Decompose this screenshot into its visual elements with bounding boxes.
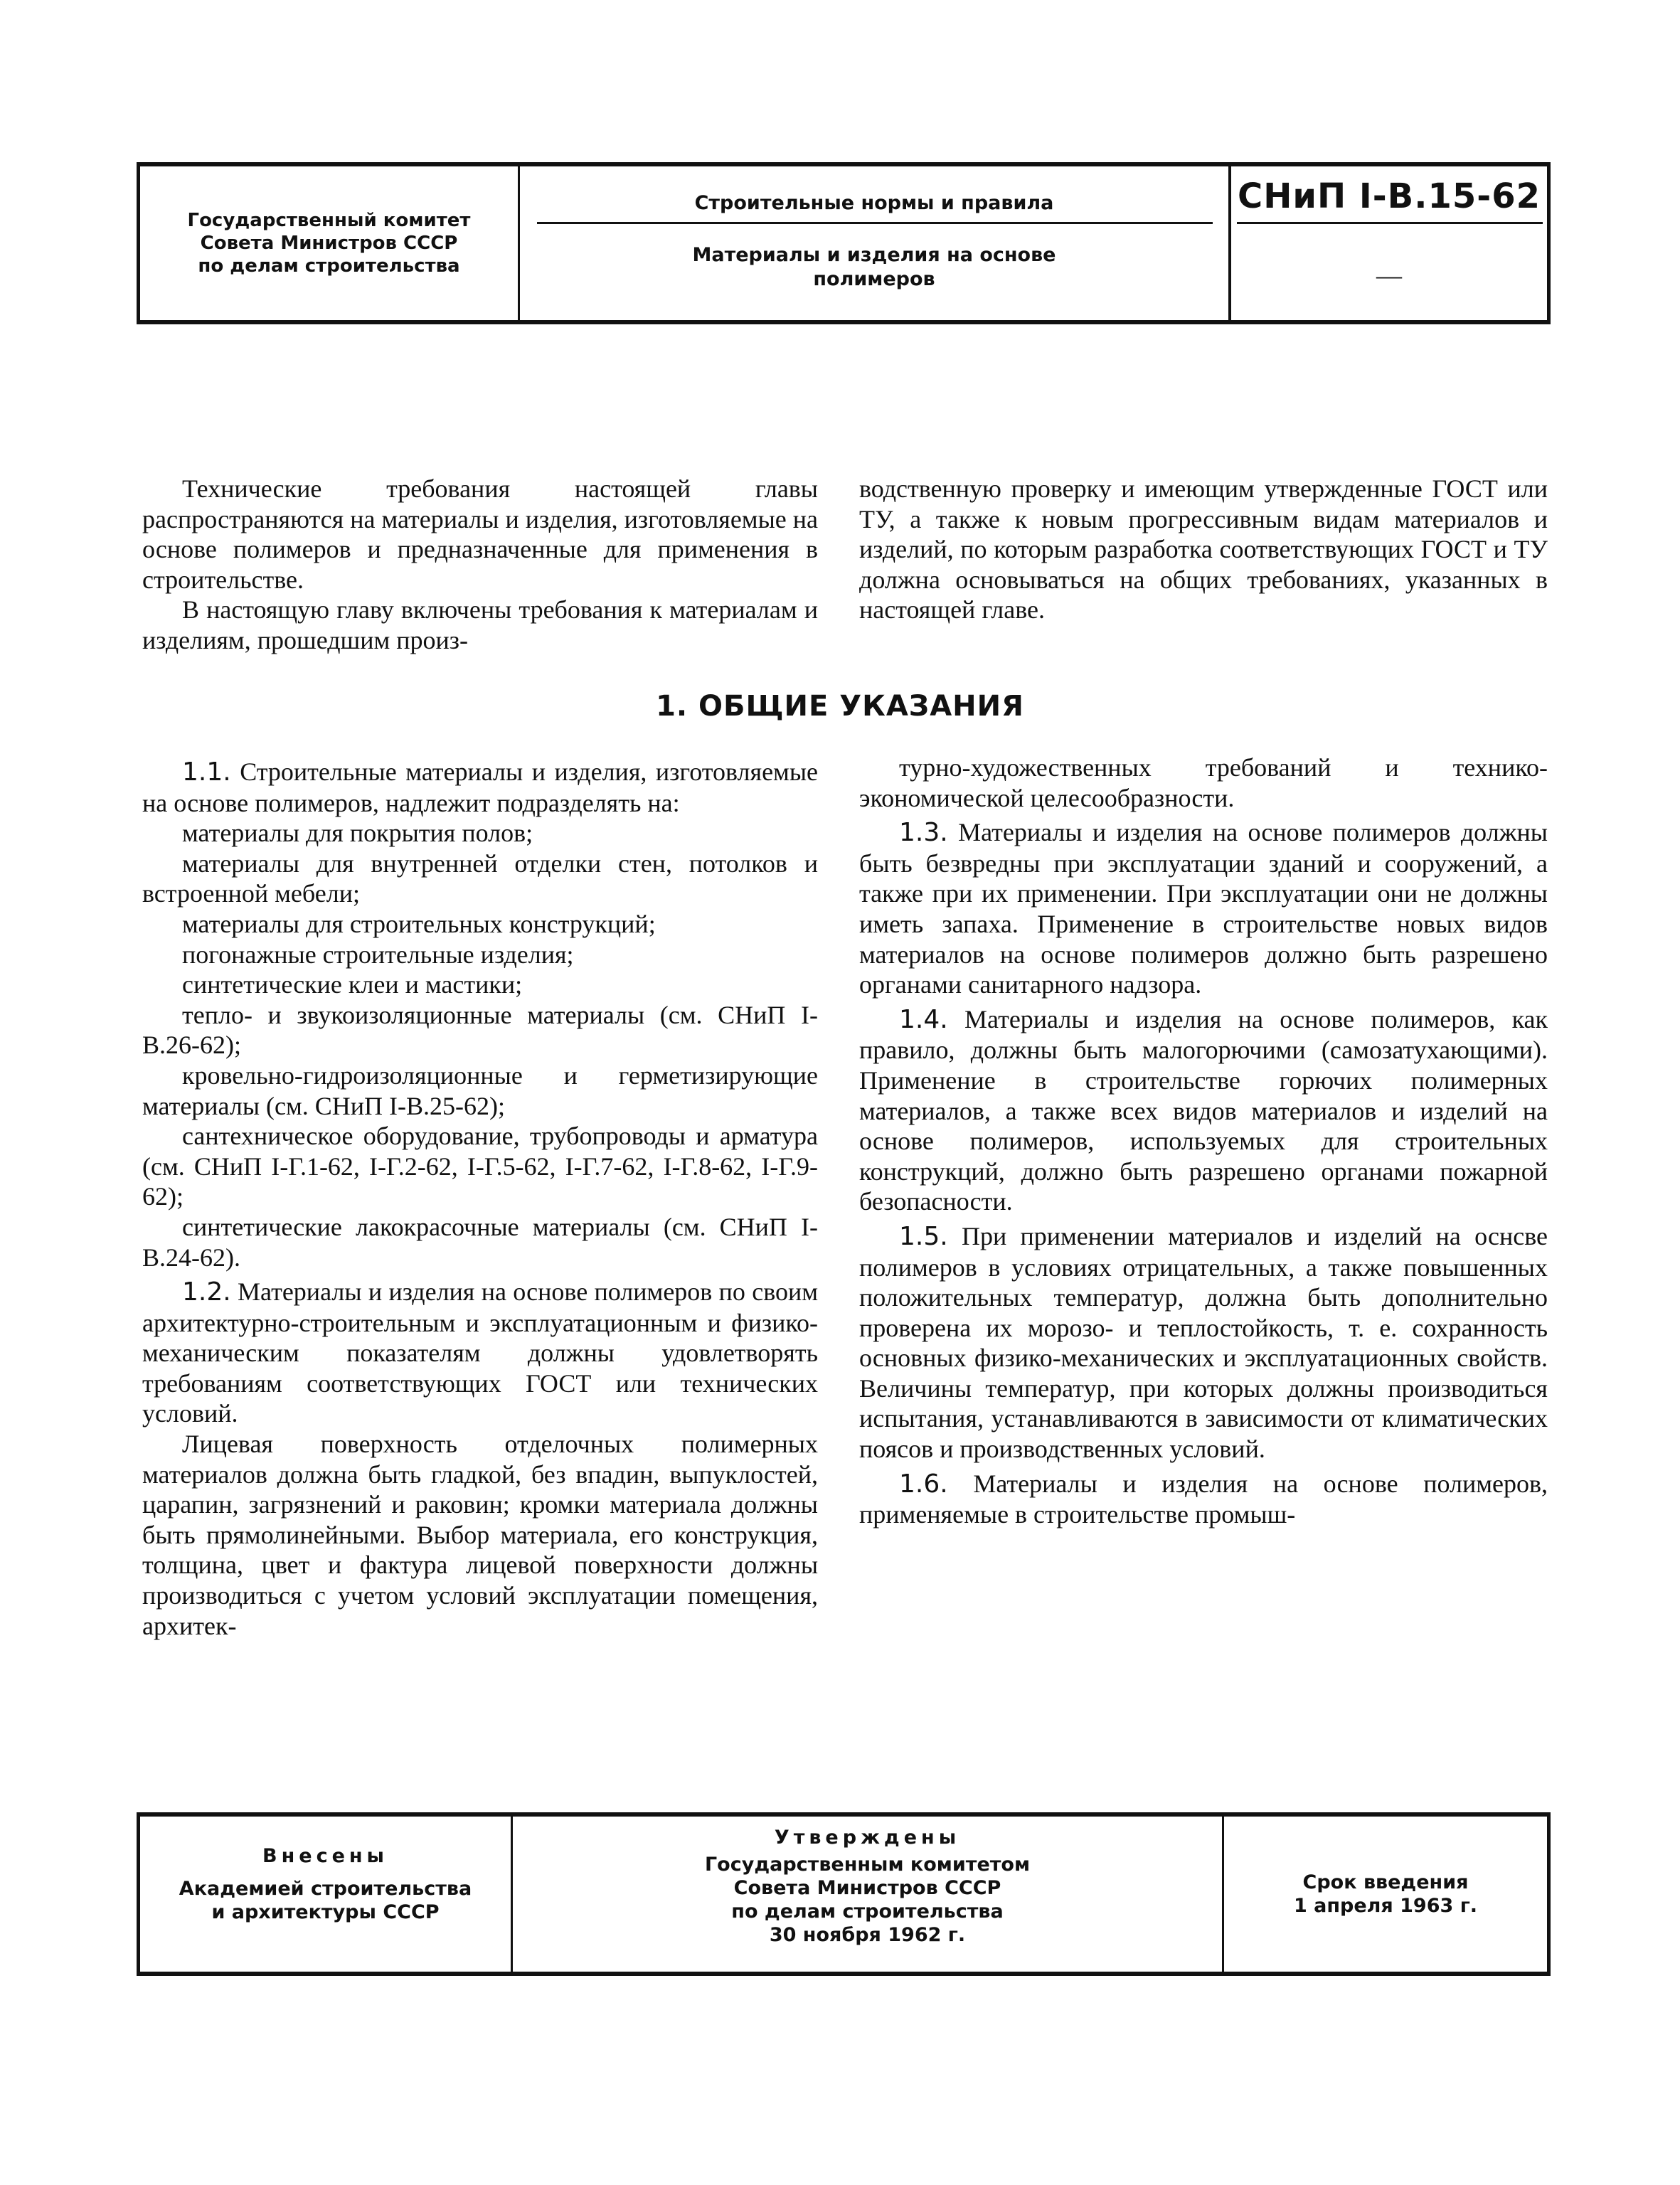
paragraph-text: При применении материалов и изделий на оснсве полимеров в условиях отрицательных, а также повышенных положительных температур, должна быть дополнительно проверена их морозо- и теплостойкость, т. е. сохранность основных физико-механических и эксплуатационных свойств. Величины температур, при которых должны производиться испытания, устанавливаются в зависимости от климатических поясов и производственных условий. [859, 1221, 1548, 1464]
title-cell [520, 166, 1231, 320]
intro-right [859, 474, 1548, 625]
paragraph-text: синтетические клеи и мастики; [182, 970, 523, 999]
document-code: СНиП I-В.15-62 [1237, 176, 1541, 216]
clause-paragraph [859, 1004, 1548, 1217]
paragraph-text: погонажные строительные изделия; [182, 940, 574, 969]
paragraph-text: кровельно-гидроизоляционные и герметизирующие материалы (см. СНиП I-В.25-62); [142, 1060, 818, 1120]
list-item [142, 940, 818, 970]
paragraph-text: Материалы и изделия на основе полимеров по своим архитектурно-строительным и эксплуатационным и физико-механическим показателям должны удовлетворять требованиям соответствующих ГОСТ или технических условий. [142, 1277, 818, 1428]
header-table [137, 162, 1551, 324]
introduced-by: Академией строительства и архитектуры СССР [179, 1878, 472, 1923]
approved-cell [513, 1817, 1224, 1972]
introduced-heading: Внесены [262, 1845, 388, 1867]
clause-paragraph [859, 1221, 1548, 1464]
list-item [142, 969, 818, 1000]
effective-date: Срок введения 1 апреля 1963 г. [1293, 1871, 1478, 1917]
paragraph-text: синтетические лакокрасочные материалы (см. СНиП I-В.24-62). [142, 1212, 818, 1272]
left-column [142, 753, 818, 1641]
paragraph-text: Строительные материалы и изделия, изготовляемые на основе полимеров, надлежит подразделять на: [142, 757, 818, 817]
clause-number: 1.4. [899, 1004, 948, 1034]
clause-number: 1.3. [899, 818, 948, 848]
list-item [142, 849, 818, 909]
page-dash: — [1376, 261, 1402, 289]
paragraph: В настоящую главу включены требования к материалам и изделиям, прошедшим произ- [142, 595, 818, 654]
list-item [142, 1121, 818, 1212]
paragraph-text: турно-художественных требований и технико-экономической целесообразности. [859, 753, 1548, 812]
clause-number: 1.1. [182, 757, 231, 787]
paragraph-text: Материалы и изделия на основе полимеров, применяемые в строительстве промыш- [859, 1469, 1548, 1529]
committee-cell [140, 166, 520, 320]
intro-left [142, 474, 818, 656]
clause-paragraph [859, 1469, 1548, 1530]
paragraph-text: Лицевая поверхность отделочных полимерных материалов должна быть гладкой, без впадин, выпуклостей, царапин, загрязнений и раковин; кромки материала должны быть прямолинейными. Выбор материала, его конструкция, толщина, цвет и фактура лицевой поверхности должны производиться с учетом условий эксплуатации помещения, архитек- [142, 1430, 818, 1640]
approved-heading: Утверждены [774, 1827, 961, 1849]
divider [1237, 222, 1543, 224]
divider [537, 222, 1213, 224]
clause-paragraph [142, 757, 818, 818]
footer-table [137, 1812, 1551, 1976]
paragraph-text: материалы для покрытия полов; [182, 819, 533, 848]
paragraph: водственную проверку и имеющим утвержденные ГОСТ или ТУ, а также к новым прогрессивным видам материалов и изделий, по которым разработка соответствующих ГОСТ и ТУ должна основываться на общих требованиях, указанных в настоящей главе. [859, 474, 1548, 624]
code-cell [1231, 166, 1547, 320]
paragraph-text: материалы для внутренней отделки стен, потолков и встроенной мебели; [142, 849, 818, 908]
clause-paragraph [142, 1277, 818, 1429]
committee-name: Государственный комитет Совета Министров СССР по делам строительства [187, 210, 471, 277]
series-label: Строительные нормы и правила [694, 192, 1054, 214]
paragraph-text: материалы для строительных конструкций; [182, 909, 656, 938]
list-item [142, 818, 818, 849]
paragraph-text: Материалы и изделия на основе полимеров должны быть безвредны при эксплуатации зданий и сооружений, а также при их применении. При эксплуатации они не должны иметь запаха. Применение в строительстве новых видов материалов на основе полимеров должно быть разрешено органами санитарного надзора. [859, 818, 1548, 999]
effective-cell [1224, 1817, 1547, 1972]
clause-number: 1.2. [182, 1277, 231, 1307]
paragraph-text: тепло- и звукоизоляционные материалы (см. СНиП I-В.26-62); [142, 1000, 818, 1060]
paragraph-text: Материалы и изделия на основе полимеров, как правило, должны быть малогорючими (самозатухающими). Применение в строительстве горючих полимерных материалов, а также всех видов материалов и изделий на основе полимеров, используемых для строительных конструкций, должно быть разрешено органами пожарной безопасности. [859, 1004, 1548, 1216]
clause-paragraph [859, 817, 1548, 1000]
approved-by: Государственным комитетом Совета Министров СССР по делам строительства 30 ноября 1962 г. [704, 1854, 1031, 1946]
list-item [859, 753, 1548, 813]
list-item [142, 909, 818, 940]
list-item [142, 1000, 818, 1060]
list-item [142, 1060, 818, 1121]
clause-number: 1.6. [899, 1469, 948, 1499]
paragraph-text: сантехническое оборудование, трубопроводы и арматура (см. СНиП I-Г.1-62, I-Г.2-62, I-Г.5-62, I-Г.7-62, I-Г.8-62, I-Г.9-62); [142, 1122, 818, 1211]
list-item [142, 1212, 818, 1272]
right-column [859, 753, 1548, 1530]
list-item [142, 1429, 818, 1641]
paragraph: Технические требования настоящей главы распространяются на материалы и изделия, изготовляемые на основе полимеров и предназначенные для применения в строительстве. [142, 474, 818, 594]
introduced-cell [140, 1817, 513, 1972]
clause-number: 1.5. [899, 1221, 948, 1251]
section-title: 1. ОБЩИЕ УКАЗАНИЯ [656, 690, 1024, 723]
document-title: Материалы и изделия на основе полимеров [692, 244, 1056, 290]
